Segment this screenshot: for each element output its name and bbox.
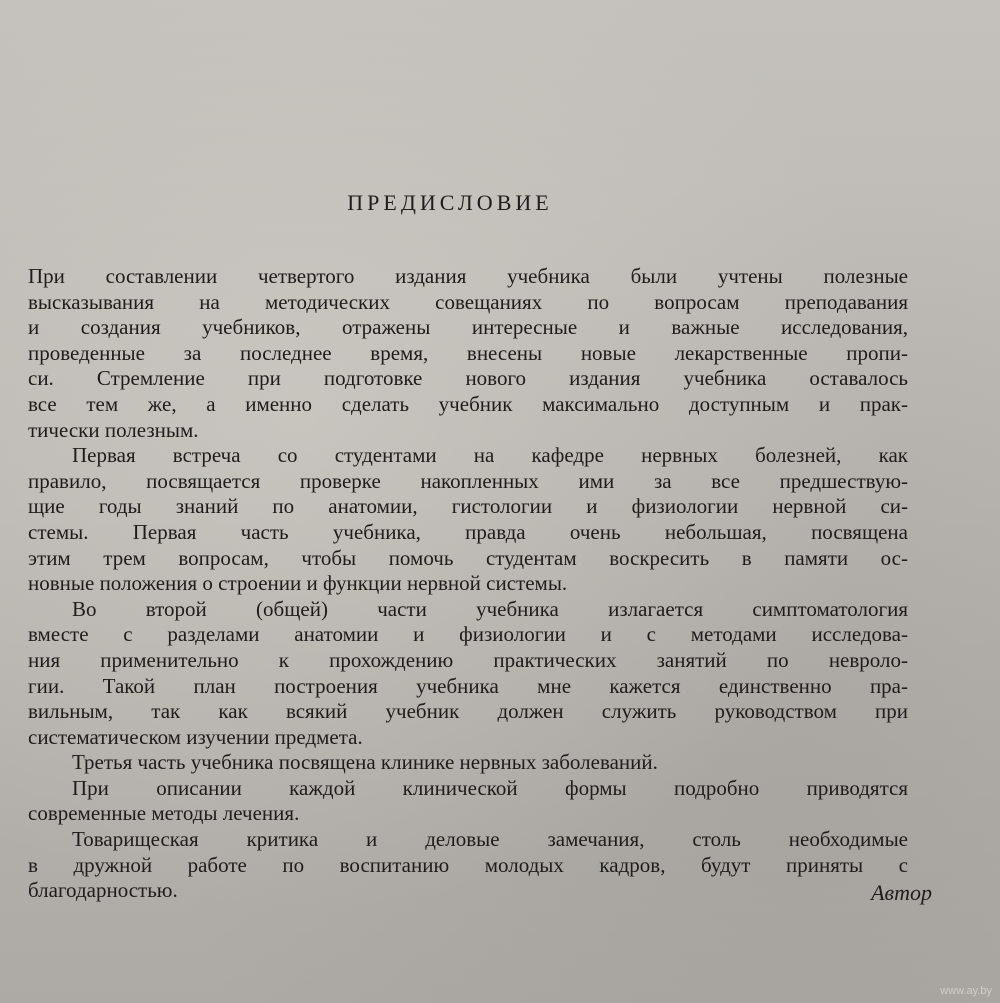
text-line: вильным, так как всякий учебник должен служить руководством при [28, 699, 908, 724]
text-line: новные положения о строении и функции нервной системы. [28, 571, 568, 596]
text-line: и создания учебников, отражены интересные и важные исследования, [28, 315, 908, 340]
paragraph [28, 443, 908, 597]
text-line: стемы. Первая часть учебника, правда очень небольшая, посвящена [28, 519, 908, 544]
text-line: си. Стремление при подготовке нового издания учебника оставалось [28, 366, 908, 391]
text-line: ния применительно к прохождению практических занятий по невроло- [28, 647, 908, 672]
text-line: гии. Такой план построения учебника мне кажется единственно пра- [28, 673, 908, 698]
text-line: щие годы знаний по анатомии, гистологии и физиологии нервной си- [28, 494, 908, 519]
page-title: ПРЕДИСЛОВИЕ [347, 190, 553, 215]
author-signature: Автор [871, 880, 932, 905]
text-line: Первая встреча со студентами на кафедре нервных болезней, как [72, 443, 908, 468]
text-line: высказывания на методических совещаниях по вопросам преподавания [28, 289, 908, 314]
text-line: проведенные за последнее время, внесены новые лекарственные пропи- [28, 340, 908, 365]
paragraph [28, 264, 908, 443]
text-line: благодарностью. [28, 878, 178, 903]
text-line: вместе с разделами анатомии и физиологии и с методами исследова- [28, 622, 908, 647]
text-line: современные методы лечения. [28, 801, 300, 826]
text-line: систематическом изучении предмета. [28, 724, 363, 749]
text-line: правило, посвящается проверке накопленных ими за все предшествую- [28, 468, 908, 493]
text-line: Во второй (общей) части учебника излагается симптоматология [72, 596, 908, 621]
paragraph [28, 597, 908, 751]
paragraph [28, 750, 908, 776]
text-line: все тем же, а именно сделать учебник максимально доступным и прак- [28, 391, 908, 416]
text-line: При описании каждой клинической формы подробно приводятся [72, 775, 908, 800]
paragraph [28, 827, 908, 904]
text-line: При составлении четвертого издания учебника были учтены полезные [28, 264, 908, 288]
paragraph [28, 776, 908, 827]
text-line: Товарищеская критика и деловые замечания, столь необходимые [72, 827, 908, 852]
text-line: в дружной работе по воспитанию молодых кадров, будут приняты с [28, 852, 908, 877]
text-line: тически полезным. [28, 417, 199, 442]
text-line: Третья часть учебника посвящена клинике нервных заболеваний. [72, 750, 658, 775]
text-line: этим трем вопросам, чтобы помочь студентам воскресить в памяти ос- [28, 545, 908, 570]
watermark: www.ay.by [940, 985, 992, 997]
preface-body [28, 264, 908, 904]
